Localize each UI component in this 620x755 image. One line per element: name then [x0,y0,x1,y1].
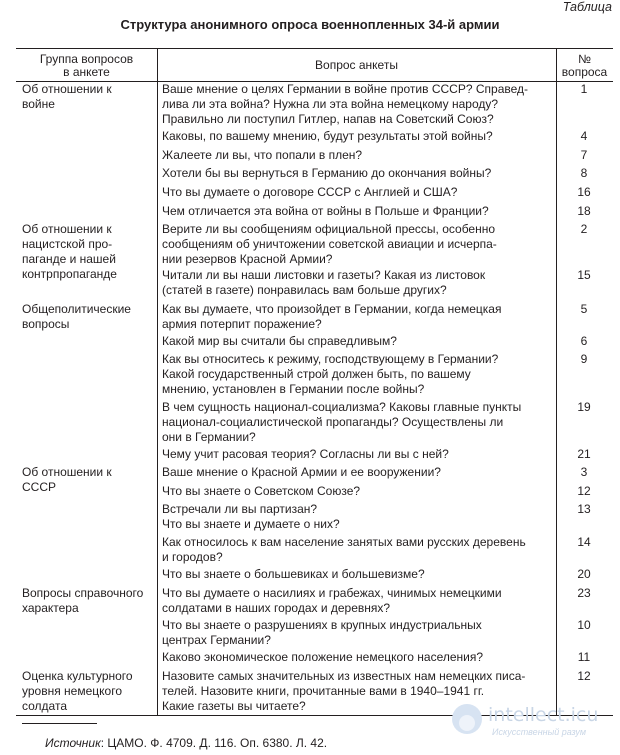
question-number: 10 [577,618,591,632]
question-number: 18 [577,204,591,218]
question-number: 23 [577,586,591,600]
question-number: 21 [577,447,591,461]
question-text: Назовите самых значительных из известных нам немецких писа- телей. Назовите книги, прочитанные вами в 1940–1941 гг. Какие газеты вы читаете? [162,669,526,713]
question-number: 11 [577,650,591,664]
question-text: Чему учит расовая теория? Согласны ли вы с ней? [162,447,449,461]
question-number: 9 [580,352,588,366]
question-number: 19 [577,400,591,414]
footnote-rule [22,723,97,724]
column-divider [157,49,158,715]
question-number: 3 [580,465,588,479]
question-number: 13 [577,502,591,516]
group-culture: Оценка культурного уровня немецкого солдата [22,669,133,713]
question-text: Ваше мнение о Красной Армии и ее вооружении? [162,465,441,479]
question-text: Верите ли вы сообщениям официальной прессы, особенно сообщениям об уничтожении советской авиации и исчерпа- нии резервов Красной Армии? [162,222,497,266]
question-text: Чем отличается эта война от войны в Польше и Франции? [162,204,489,218]
group-ussr: Об отношении к СССР [22,465,112,494]
group-reference: Вопросы справочного характера [22,586,144,615]
survey-table [16,48,613,716]
question-number: 8 [580,166,588,180]
group-propaganda: Об отношении к нацистской про- паганде и нашей контрпропаганде [22,222,117,281]
watermark-subtext: Искусственный разум [492,727,587,737]
watermark-logo-icon [452,704,482,734]
question-number: 4 [580,129,588,143]
question-number: 7 [580,148,588,162]
question-text: Что вы думаете о насилиях и грабежах, чинимых немецкими солдатами в наших городах и деревнях? [162,586,502,615]
question-text: Читали ли вы наши листовки и газеты? Какая из листовок (статей в газете) понравилась вам больше других? [162,268,486,297]
table-title: Структура анонимного опроса военнопленных 34-й армии [120,17,500,32]
question-number: 16 [577,185,591,199]
table-label: Таблица [562,0,612,14]
question-number: 1 [580,82,588,96]
question-text: Что вы знаете о Советском Союзе? [162,484,361,498]
question-number: 12 [577,669,591,683]
question-text: Что вы знаете о разрушениях в крупных индустриальных центрах Германии? [162,618,482,647]
source-note [45,736,327,750]
watermark-text: intellect.icu [488,704,599,726]
header-number: № вопроса [561,52,608,79]
group-politics: Общеполитические вопросы [22,302,131,331]
source-text: : ЦАМО. Ф. 4709. Д. 116. Оп. 6380. Л. 42. [100,736,328,750]
question-text: Жалеете ли вы, что попали в плен? [162,148,363,162]
watermark [452,700,612,740]
group-war: Об отношении к войне [22,82,112,111]
question-text: Хотели бы вы вернуться в Германию до окончания войны? [162,166,492,180]
question-text: Каково экономическое положение немецкого населения? [162,650,484,664]
header-question: Вопрос анкеты [315,58,398,72]
question-number: 2 [580,222,588,236]
question-number: 5 [580,302,588,316]
question-number: 12 [577,484,591,498]
question-number: 15 [577,268,591,282]
question-text: Встречали ли вы партизан? Что вы знаете и думаете о них? [162,502,340,531]
question-number: 14 [577,535,591,549]
question-text: Как вы относитесь к режиму, господствующему в Германии? Какой государственный строй должен быть, по вашему мнению, установлен в Германии после войны? [162,352,499,396]
question-text: Как вы думаете, что произойдет в Германии, когда немецкая армия потерпит поражение? [162,302,502,331]
question-text: Каковы, по вашему мнению, будут результаты этой войны? [162,129,493,143]
question-text: В чем сущность национал-социализма? Каковы главные пункты национал-социалистической пропаганды? Осуществлены ли они в Германии? [162,400,522,444]
header-group: Группа вопросов в анкете [39,52,134,79]
question-number: 20 [577,567,591,581]
source-label: Источник [45,736,101,750]
question-text: Что вы думаете о договоре СССР с Англией и США? [162,185,458,199]
question-text: Что вы знаете о большевиках и большевизме? [162,567,425,581]
question-text: Ваше мнение о целях Германии в войне против СССР? Справед- лива ли эта война? Нужна ли эта война немецкому народу? Правильно ли поступил Гитлер, напав на Советский Союз? [162,82,529,126]
question-number: 6 [580,334,588,348]
question-text: Какой мир вы считали бы справедливым? [162,334,397,348]
question-text: Как относилось к вам население занятых вами русских деревень и городов? [162,535,526,564]
